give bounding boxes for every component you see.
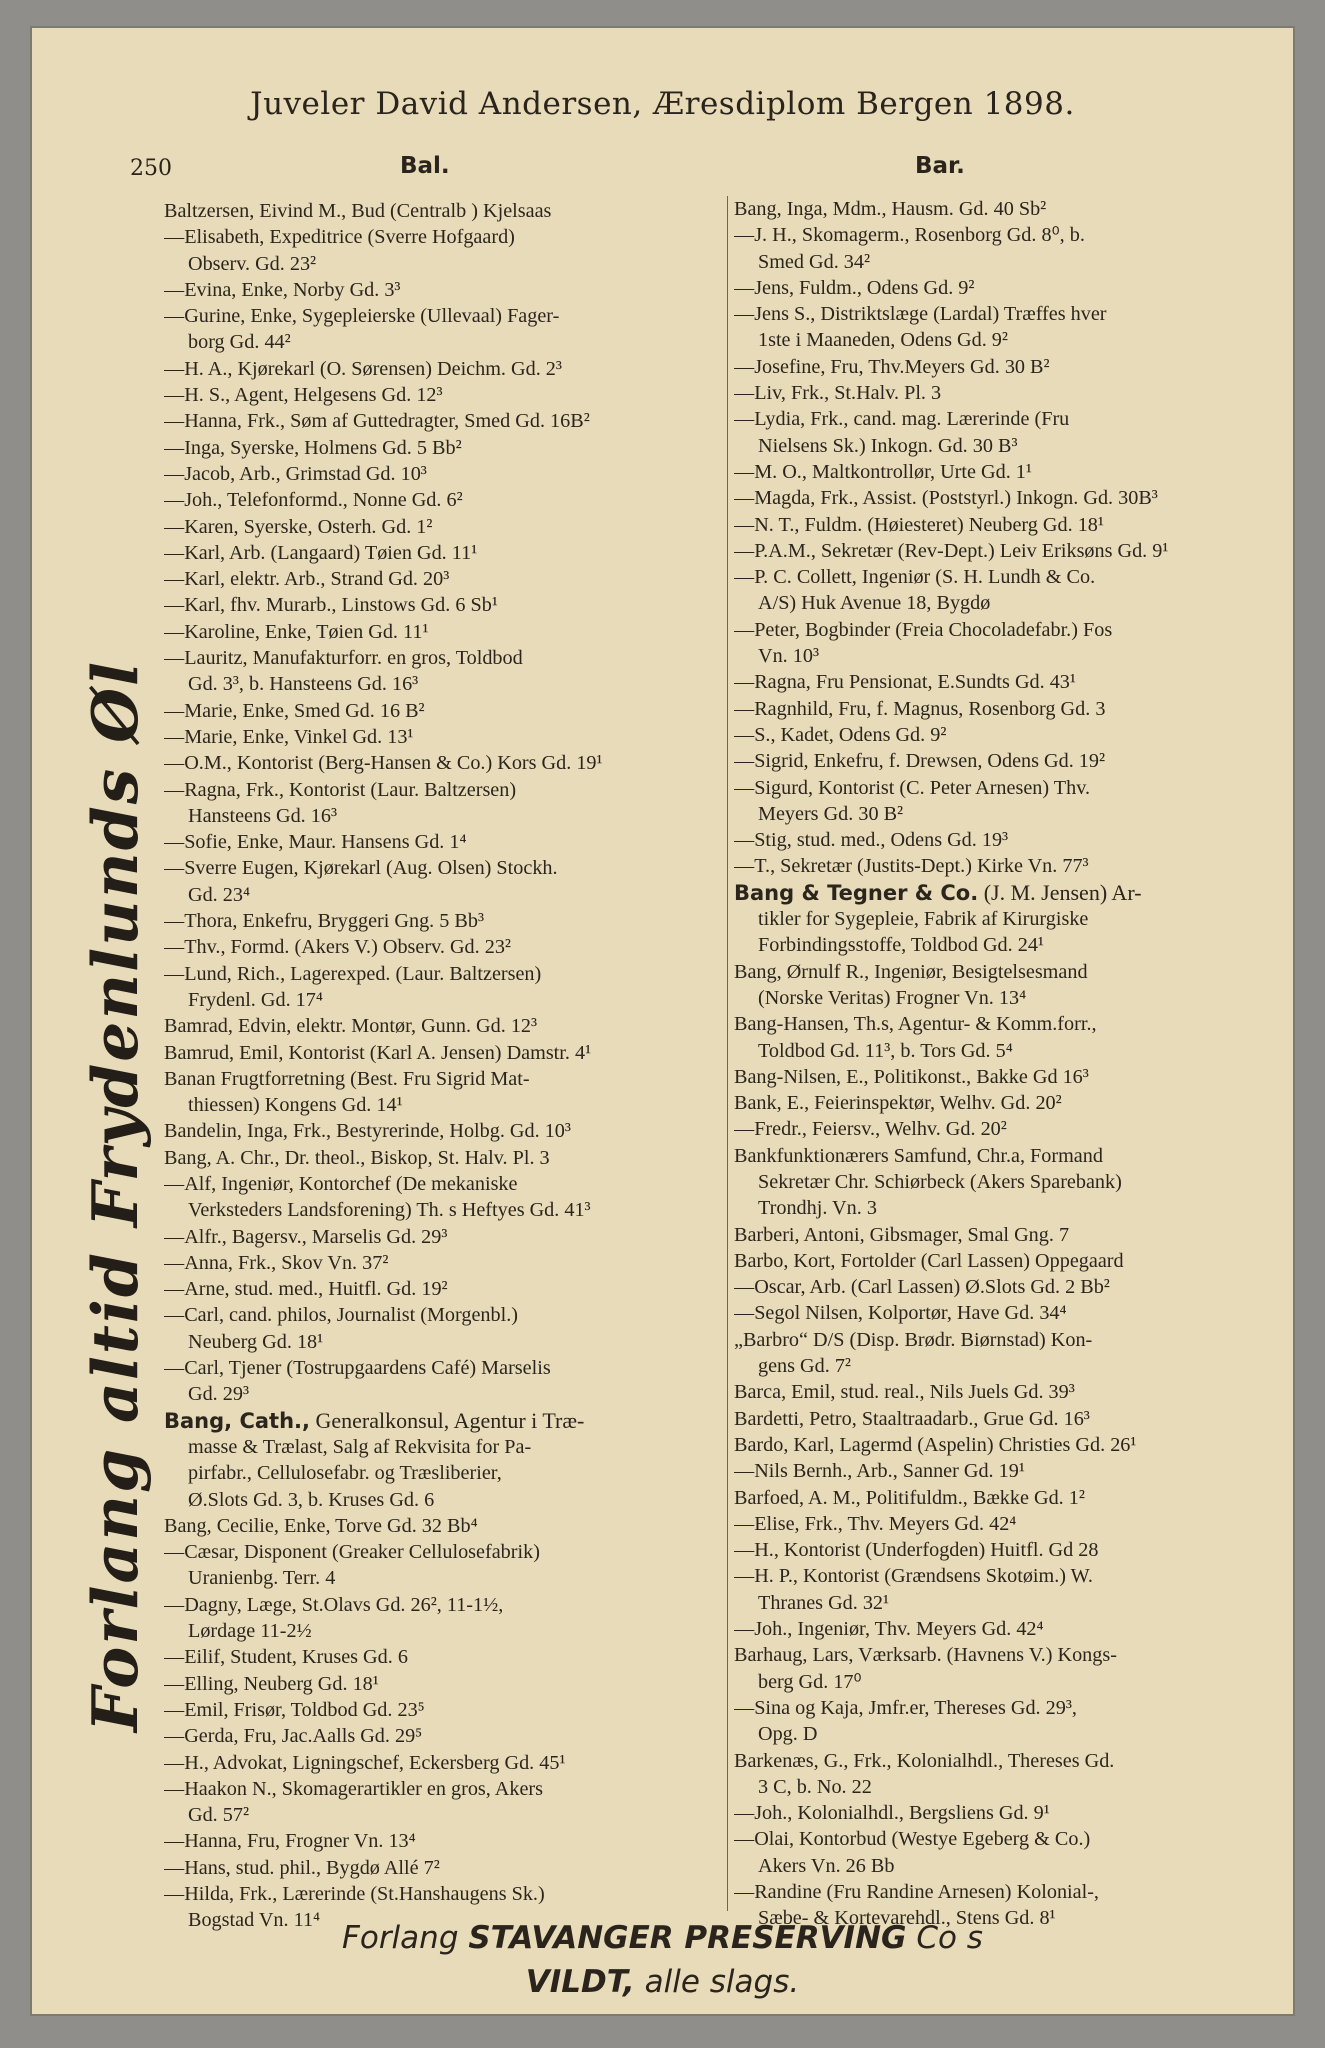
entry-line: Barkenæs, G., Frk., Kolonialhdl., Thereses Gd.	[734, 1749, 1115, 1772]
entry-line: —Gerda, Fru, Jac.Aalls Gd. 29⁵	[164, 1725, 423, 1748]
entry-line: Bamrad, Edvin, elektr. Montør, Gunn. Gd. 12³	[164, 1015, 538, 1038]
entry-line: —Joh., Telefonformd., Nonne Gd. 6²	[164, 489, 463, 512]
entry-line: —M. O., Maltkontrollør, Urte Gd. 1¹	[734, 460, 1032, 483]
entry-line: —Joh., Kolonialhdl., Bergsliens Gd. 9¹	[734, 1802, 1050, 1825]
entry-line: —Evina, Enke, Norby Gd. 3³	[164, 278, 401, 301]
entry-line: Bankfunktionærers Samfund, Chr.a, Formand	[734, 1144, 1103, 1167]
entry-line: —Fredr., Feiersv., Welhv. Gd. 20²	[734, 1118, 1007, 1141]
directory-entry	[164, 514, 714, 540]
directory-entry	[164, 724, 714, 750]
directory-entry	[164, 566, 714, 592]
directory-entry	[734, 1274, 1304, 1300]
entry-line: masse & Trælast, Salg af Rekvisita for Pa-	[188, 1435, 532, 1458]
directory-entry	[734, 1300, 1304, 1326]
directory-entry	[164, 1828, 714, 1854]
entry-line: Bang-Hansen, Th.s, Agentur- & Komm.forr.,	[734, 1013, 1097, 1036]
directory-entry	[734, 564, 1304, 617]
entry-line: Sæbe- & Kortevarehdl., Stens Gd. 8¹	[758, 1907, 1056, 1930]
directory-entry	[164, 855, 714, 908]
entry-line: Vn. 10³	[758, 645, 820, 668]
entry-line: —Ragnhild, Fru, f. Magnus, Rosenborg Gd. 3	[734, 697, 1106, 720]
entry-line: —H. P., Kontorist (Grændsens Skotøim.) W.	[734, 1565, 1093, 1588]
directory-entry	[734, 1432, 1304, 1458]
entry-line: Toldbod Gd. 11³, b. Tors Gd. 5⁴	[758, 1039, 1013, 1062]
entry-line: Bank, E., Feierinspektør, Welhv. Gd. 20²	[734, 1092, 1062, 1115]
side-advertisement-text: Forlang altid Frydenlunds Øl	[78, 660, 152, 1732]
directory-entry	[164, 1697, 714, 1723]
directory-entry	[734, 880, 1304, 959]
footer-advertisement	[30, 1916, 1295, 2004]
directory-entry	[734, 1090, 1304, 1116]
entry-line: Frydenl. Gd. 17⁴	[188, 988, 323, 1011]
directory-entry	[164, 461, 714, 487]
entry-line: —H., Kontorist (Underfogden) Huitfl. Gd 28	[734, 1539, 1099, 1562]
entry-line: —Josefine, Fru, Thv.Meyers Gd. 30 B²	[734, 355, 1050, 378]
directory-entry	[164, 1644, 714, 1670]
entry-line: Gd. 23⁴	[188, 883, 250, 906]
entry-line: Barfoed, A. M., Politifuldm., Bække Gd. 1²	[734, 1486, 1085, 1509]
entry-line: —Karl, Arb. (Langaard) Tøien Gd. 11¹	[164, 541, 478, 564]
footer-ad-tagline: alle slags.	[634, 1964, 800, 2000]
directory-entry	[734, 959, 1304, 1012]
entry-line: Smed Gd. 34²	[758, 250, 871, 273]
directory-entry	[734, 1064, 1304, 1090]
directory-entry	[734, 512, 1304, 538]
entry-line: Bamrud, Emil, Kontorist (Karl A. Jensen) Damstr. 4¹	[164, 1041, 592, 1064]
guide-word-right: Bar.	[915, 153, 965, 179]
entry-line: 1ste i Maaneden, Odens Gd. 9²	[758, 329, 1008, 352]
entry-line: —Lauritz, Manufakturforr. en gros, Toldbod	[164, 647, 523, 670]
entry-line: Bang-Nilsen, E., Politikonst., Bakke Gd 16³	[734, 1065, 1089, 1088]
directory-entry	[734, 1563, 1304, 1616]
footer-ad-suffix: Co s	[906, 1920, 983, 1956]
entry-line: —Jacob, Arb., Grimstad Gd. 10³	[164, 462, 427, 485]
directory-entry	[164, 224, 714, 277]
side-advertisement	[78, 660, 152, 1732]
entry-line: —Sofie, Enke, Maur. Hansens Gd. 1⁴	[164, 831, 467, 854]
directory-entry	[734, 1248, 1304, 1274]
entry-line: Bang, Inga, Mdm., Hausm. Gd. 40 Sb²	[734, 198, 1047, 220]
directory-entry	[164, 1302, 714, 1355]
entry-line: borg Gd. 44²	[188, 331, 291, 354]
entry-line: —Hanna, Frk., Søm af Guttedragter, Smed Gd. 16B²	[164, 410, 590, 433]
directory-entry	[164, 1513, 714, 1539]
directory-entry	[734, 1222, 1304, 1248]
entry-line: —S., Kadet, Odens Gd. 9²	[734, 723, 947, 746]
entry-line: Bang, Ørnulf R., Ingeniør, Besigtelsesmand	[734, 960, 1088, 983]
entry-line: Lørdage 11-2½	[188, 1620, 312, 1643]
entry-line: gens Gd. 7²	[758, 1355, 851, 1378]
directory-entry	[164, 1224, 714, 1250]
entry-line: —Anna, Frk., Skov Vn. 37²	[164, 1251, 389, 1274]
entry-text: (J. M. Jensen) Ar-	[978, 879, 1142, 905]
directory-entry	[164, 829, 714, 855]
directory-entry	[164, 750, 714, 776]
entry-line: —Jens, Fuldm., Odens Gd. 9²	[734, 276, 975, 299]
entry-line: Trondhj. Vn. 3	[758, 1197, 877, 1220]
directory-entry	[164, 698, 714, 724]
entry-line: —Karl, fhv. Murarb., Linstows Gd. 6 Sb¹	[164, 594, 498, 617]
left-column	[164, 198, 714, 1934]
guide-word-left: Bal.	[400, 153, 450, 179]
directory-entry	[734, 748, 1304, 774]
directory-entry	[734, 301, 1304, 354]
directory-entry	[164, 277, 714, 303]
directory-entry	[734, 380, 1304, 406]
entry-line: Akers Vn. 26 Bb	[758, 1854, 895, 1877]
entry-line: Bang, Cecilie, Enke, Torve Gd. 32 Bb⁴	[164, 1514, 478, 1537]
directory-entry	[734, 354, 1304, 380]
entry-line: —P. C. Collett, Ingeniør (S. H. Lundh & Co.	[734, 566, 1096, 589]
directory-entry	[164, 777, 714, 830]
footer-ad-prefix: Forlang	[342, 1920, 469, 1956]
directory-entry	[164, 303, 714, 356]
entry-line: —Liv, Frk., St.Halv. Pl. 3	[734, 382, 942, 405]
directory-entry	[164, 1723, 714, 1749]
entry-line: —T., Sekretær (Justits-Dept.) Kirke Vn. 77³	[734, 855, 1089, 878]
entry-line: Forbindingsstoffe, Toldbod Gd. 24¹	[758, 934, 1044, 957]
entry-line: —Alfr., Bagersv., Marselis Gd. 29³	[164, 1225, 448, 1248]
directory-entry	[164, 382, 714, 408]
directory-entry	[734, 196, 1304, 222]
entry-line: Ø.Slots Gd. 3, b. Kruses Gd. 6	[188, 1488, 435, 1511]
entry-line: —Alf, Ingeniør, Kontorchef (De mekaniske	[164, 1172, 518, 1195]
entry-line: —Hilda, Frk., Lærerinde (St.Hanshaugens Sk.)	[164, 1883, 545, 1905]
entry-line: —Ragna, Frk., Kontorist (Laur. Baltzersen)	[164, 778, 517, 801]
directory-entry	[734, 696, 1304, 722]
entry-line: —Arne, stud. med., Huitfl. Gd. 19²	[164, 1278, 448, 1301]
directory-entry	[734, 1511, 1304, 1537]
directory-entry	[164, 934, 714, 960]
directory-entry	[164, 961, 714, 1014]
entry-line: —Karen, Syerske, Osterh. Gd. 1²	[164, 515, 433, 538]
entry-line: —Elise, Frk., Thv. Meyers Gd. 42⁴	[734, 1512, 1017, 1535]
page-number: 250	[130, 156, 172, 181]
directory-entry	[734, 1695, 1304, 1748]
entry-line: Hansteens Gd. 16³	[188, 804, 338, 827]
entry-line: —Gurine, Enke, Sygepleierske (Ullevaal) Fager-	[164, 305, 560, 328]
entry-line: —Ragna, Fru Pensionat, E.Sundts Gd. 43¹	[734, 671, 1076, 694]
entry-line: Thranes Gd. 32¹	[758, 1591, 890, 1614]
entry-line: —Lund, Rich., Lagerexped. (Laur. Baltzersen)	[164, 962, 542, 985]
entry-line: —Randine (Fru Randine Arnesen) Kolonial-,	[734, 1881, 1099, 1903]
directory-entry	[734, 275, 1304, 301]
entry-line: —Joh., Ingeniør, Thv. Meyers Gd. 42⁴	[734, 1618, 1044, 1641]
entry-line: —Karoline, Enke, Tøien Gd. 11¹	[164, 620, 429, 643]
entry-line: —Nils Bernh., Arb., Sanner Gd. 19¹	[734, 1460, 1025, 1483]
directory-entry	[164, 1355, 714, 1408]
entry-line: —N. T., Fuldm. (Høiesteret) Neuberg Gd. 18¹	[734, 513, 1104, 536]
entry-line: A/S) Huk Avenue 18, Bygdø	[758, 592, 991, 615]
entry-line: —Sverre Eugen, Kjørekarl (Aug. Olsen) Stockh.	[164, 857, 558, 880]
entry-line: —J. H., Skomagerm., Rosenborg Gd. 8⁰, b.	[734, 224, 1085, 247]
directory-entry	[734, 538, 1304, 564]
entry-heading: Bang, Cath.,	[164, 1408, 310, 1433]
entry-line: Verksteders Landsforening) Th. s Heftyes Gd. 41³	[188, 1199, 591, 1222]
entry-line: Barca, Emil, stud. real., Nils Juels Gd. 39³	[734, 1381, 1075, 1404]
directory-entry	[164, 1250, 714, 1276]
entry-line: —Emil, Frisør, Toldbod Gd. 23⁵	[164, 1698, 425, 1721]
directory-entry	[164, 1592, 714, 1645]
entry-text: Generalkonsul, Agentur i Træ-	[309, 1407, 585, 1433]
entry-line: —Hanna, Fru, Frogner Vn. 13⁴	[164, 1830, 416, 1853]
directory-entry	[734, 1826, 1304, 1879]
directory-entry	[734, 1642, 1304, 1695]
directory-entry	[164, 1040, 714, 1066]
directory-entry	[164, 1750, 714, 1776]
entry-line: 3 C, b. No. 22	[758, 1775, 872, 1798]
directory-entry	[164, 356, 714, 382]
directory-entry	[164, 1408, 714, 1513]
entry-line: berg Gd. 17⁰	[758, 1670, 862, 1693]
entry-line: tikler for Sygepleie, Fabrik af Kirurgiske	[758, 908, 1089, 931]
entry-heading: Bang & Tegner & Co.	[734, 880, 979, 905]
entry-line: —Elisabeth, Expeditrice (Sverre Hofgaard)	[164, 226, 515, 249]
entry-line: Bardetti, Petro, Staaltraadarb., Grue Gd. 16³	[734, 1407, 1090, 1430]
directory-entry	[734, 485, 1304, 511]
directory-page	[30, 26, 1295, 2016]
entry-line: —Peter, Bogbinder (Freia Chocoladefabr.) Fos	[734, 618, 1113, 641]
entry-line	[734, 880, 1304, 906]
entry-line: „Barbro“ D/S (Disp. Brødr. Biørnstad) Kon-	[734, 1328, 1093, 1351]
entry-line: —Cæsar, Disponent (Greaker Cellulosefabrik)	[164, 1541, 540, 1564]
entry-line: —Lydia, Frk., cand. mag. Lærerinde (Fru	[734, 408, 1070, 431]
entry-line: Bang, A. Chr., Dr. theol., Biskop, St. Halv. Pl. 3	[164, 1146, 550, 1169]
entry-line: —Marie, Enke, Smed Gd. 16 B²	[164, 699, 425, 722]
entry-line: —Eilif, Student, Kruses Gd. 6	[164, 1646, 408, 1669]
directory-entry	[734, 406, 1304, 459]
entry-line: (Norske Veritas) Frogner Vn. 13⁴	[758, 986, 1027, 1009]
directory-entry	[734, 1485, 1304, 1511]
directory-entry	[164, 408, 714, 434]
entry-line: —H. A., Kjørekarl (O. Sørensen) Deichm. Gd. 2³	[164, 357, 562, 380]
directory-entry	[164, 487, 714, 513]
entry-line	[164, 1408, 714, 1434]
footer-ad-line-2	[30, 1960, 1295, 2004]
directory-entry	[164, 540, 714, 566]
directory-entry	[734, 1116, 1304, 1142]
directory-entry	[734, 827, 1304, 853]
directory-entry	[164, 435, 714, 461]
entry-line: —Dagny, Læge, St.Olavs Gd. 26², 11-1½,	[164, 1593, 504, 1616]
directory-entry	[164, 1013, 714, 1039]
directory-entry	[164, 1276, 714, 1302]
entry-line: Uranienbg. Terr. 4	[188, 1567, 336, 1590]
directory-entry	[164, 592, 714, 618]
entry-line: —Jens S., Distriktslæge (Lardal) Træffes hver	[734, 303, 1107, 326]
directory-entry	[164, 1145, 714, 1171]
footer-ad-line-1	[30, 1916, 1295, 1960]
entry-line: —Oscar, Arb. (Carl Lassen) Ø.Slots Gd. 2 Bb²	[734, 1276, 1110, 1299]
directory-entry	[164, 908, 714, 934]
page-header-title: Juveler David Andersen, Æresdiplom Bergen 1898.	[250, 86, 1075, 122]
entry-line: —Sigurd, Kontorist (C. Peter Arnesen) Thv.	[734, 776, 1091, 799]
directory-entry	[734, 1327, 1304, 1380]
directory-entry	[734, 617, 1304, 670]
entry-line: —Olai, Kontorbud (Westye Egeberg & Co.)	[734, 1828, 1091, 1851]
directory-entry	[164, 1171, 714, 1224]
entry-line: —Haakon N., Skomagerartikler en gros, Akers	[164, 1777, 543, 1800]
entry-line: Barberi, Antoni, Gibsmager, Smal Gng. 7	[734, 1223, 1070, 1246]
directory-entry	[734, 722, 1304, 748]
entry-line: —H. S., Agent, Helgesens Gd. 12³	[164, 384, 443, 407]
entry-line: thiessen) Kongens Gd. 14¹	[188, 1094, 403, 1117]
directory-entry	[164, 1066, 714, 1119]
entry-line: Baltzersen, Eivind M., Bud (Centralb ) Kjelsaas	[164, 200, 552, 222]
directory-entry	[734, 775, 1304, 828]
directory-entry	[734, 1143, 1304, 1222]
entry-line: —Segol Nilsen, Kolportør, Have Gd. 34⁴	[734, 1302, 1067, 1325]
entry-line: Bardo, Karl, Lagermd (Aspelin) Christies Gd. 26¹	[734, 1433, 1137, 1456]
entry-line: Barbo, Kort, Fortolder (Carl Lassen) Oppegaard	[734, 1249, 1124, 1272]
directory-entry	[164, 1539, 714, 1592]
entry-line: —Thora, Enkefru, Bryggeri Gng. 5 Bb³	[164, 910, 485, 933]
directory-entry	[164, 645, 714, 698]
directory-entry	[734, 1458, 1304, 1484]
entry-line: Meyers Gd. 30 B²	[758, 802, 904, 825]
entry-line: —Karl, elektr. Arb., Strand Gd. 20³	[164, 568, 450, 591]
entry-line: —Sigrid, Enkefru, f. Drewsen, Odens Gd. 19²	[734, 750, 1106, 773]
entry-line: Gd. 3³, b. Hansteens Gd. 16³	[188, 673, 419, 696]
entry-line: Banan Frugtforretning (Best. Fru Sigrid Mat-	[164, 1067, 530, 1090]
entry-line: —Magda, Frk., Assist. (Poststyrl.) Inkogn. Gd. 30B³	[734, 487, 1158, 510]
entry-line: —H., Advokat, Ligningschef, Eckersberg Gd. 45¹	[164, 1751, 566, 1774]
directory-entry	[734, 1616, 1304, 1642]
directory-entry	[164, 1855, 714, 1881]
entry-line: Bandelin, Inga, Frk., Bestyrerinde, Holbg. Gd. 10³	[164, 1120, 571, 1143]
directory-entry	[164, 619, 714, 645]
entry-line: —P.A.M., Sekretær (Rev-Dept.) Leiv Eriksøns Gd. 9¹	[734, 539, 1169, 562]
directory-entry	[164, 1776, 714, 1829]
entry-line: Observ. Gd. 23²	[188, 252, 317, 275]
entry-line: Barhaug, Lars, Værksarb. (Havnens V.) Kongs-	[734, 1644, 1117, 1667]
entry-line: pirfabr., Cellulosefabr. og Træsliberier,	[188, 1462, 502, 1485]
directory-entry	[734, 1748, 1304, 1801]
directory-entry	[734, 1011, 1304, 1064]
directory-entry	[734, 1379, 1304, 1405]
entry-line: —Marie, Enke, Vinkel Gd. 13¹	[164, 725, 414, 748]
entry-line: —O.M., Kontorist (Berg-Hansen & Co.) Kors Gd. 19¹	[164, 752, 603, 775]
entry-line: Gd. 57²	[188, 1804, 250, 1827]
entry-line: Nielsens Sk.) Inkogn. Gd. 30 B³	[758, 434, 1018, 457]
directory-entry	[734, 459, 1304, 485]
entry-line: —Thv., Formd. (Akers V.) Observ. Gd. 23²	[164, 936, 511, 959]
directory-entry	[734, 222, 1304, 275]
directory-entry	[164, 1118, 714, 1144]
entry-line: Opg. D	[758, 1723, 818, 1746]
directory-entry	[164, 198, 714, 224]
directory-entry	[734, 669, 1304, 695]
footer-ad-brand: STAVANGER PRESERVING	[468, 1920, 907, 1956]
right-column	[727, 196, 1304, 1930]
entry-line: Gd. 29³	[188, 1383, 250, 1406]
entry-line: —Stig, stud. med., Odens Gd. 19³	[734, 829, 1009, 852]
entry-line: —Hans, stud. phil., Bygdø Allé 7²	[164, 1856, 440, 1879]
footer-ad-product: VILDT,	[525, 1964, 635, 2000]
entry-line: —Carl, Tjener (Tostrupgaardens Café) Marselis	[164, 1357, 551, 1380]
directory-entry	[734, 1537, 1304, 1563]
entry-line: Neuberg Gd. 18¹	[188, 1330, 324, 1353]
entry-line: —Inga, Syerske, Holmens Gd. 5 Bb²	[164, 436, 462, 459]
directory-entry	[734, 1800, 1304, 1826]
directory-entry	[734, 1406, 1304, 1432]
directory-entry	[734, 853, 1304, 879]
entry-line: —Elling, Neuberg Gd. 18¹	[164, 1672, 379, 1695]
entry-line: —Carl, cand. philos, Journalist (Morgenbl.)	[164, 1304, 518, 1327]
entry-line: Bogstad Vn. 11⁴	[188, 1909, 321, 1932]
entry-line: —Sina og Kaja, Jmfr.er, Thereses Gd. 29³,	[734, 1696, 1077, 1719]
entry-line: Sekretær Chr. Schiørbeck (Akers Sparebank)	[758, 1170, 1122, 1193]
directory-entry	[164, 1671, 714, 1697]
